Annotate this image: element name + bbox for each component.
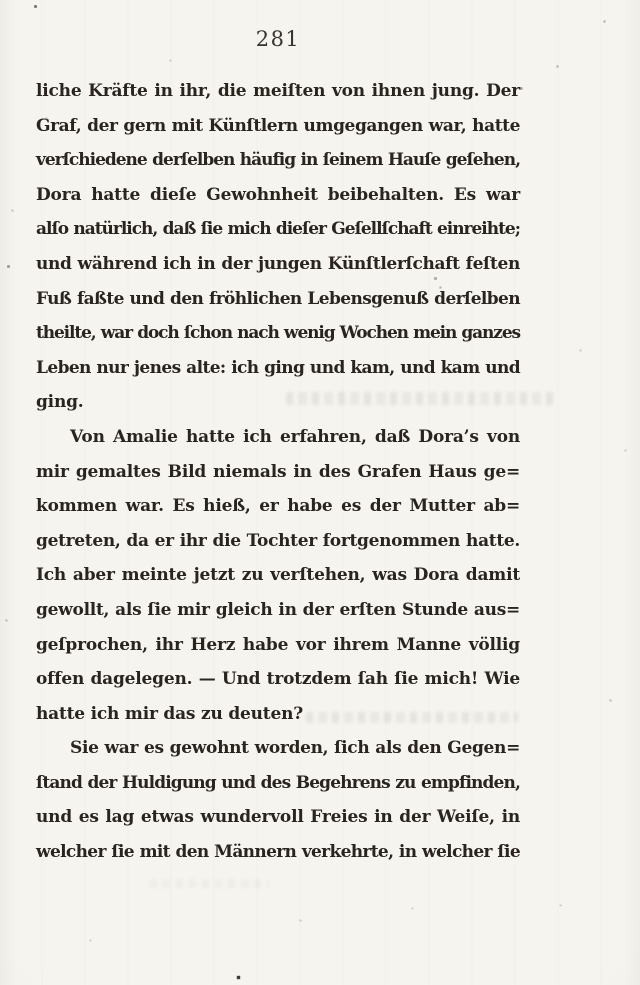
text-line: gewollt, als ſie mir gleich in der erſten Stunde aus= bbox=[36, 599, 520, 620]
text-line: kommen war. Es hieß, er habe es der Mutter ab= bbox=[36, 496, 520, 517]
text-line: Graf, der gern mit Künſtlern umgegangen war, hatte bbox=[36, 115, 520, 136]
page-number: 281 bbox=[255, 27, 301, 51]
text-line-paragraph-start: Von Amalie hatte ich erfahren, daß Dora’s von bbox=[70, 426, 520, 447]
text-line: und es lag etwas wundervoll Freies in der Weiſe, in bbox=[36, 807, 520, 828]
text-line: Leben nur jenes alte: ich ging und kam, und kam und bbox=[36, 357, 520, 378]
text-line: offen dagelegen. — Und trotzdem ſah ſie mich! Wie bbox=[36, 669, 520, 690]
text-line: geſprochen, ihr Herz habe vor ihrem Manne völlig bbox=[36, 634, 520, 655]
text-line: verſchiedene derſelben häufig in ſeinem Hauſe geſehen, bbox=[36, 150, 520, 171]
text-line-paragraph-start: Sie war es gewohnt worden, ſich als den Gegen= bbox=[70, 738, 520, 759]
ink-bleedthrough-smudge bbox=[286, 392, 554, 405]
text-line: Ich aber meinte jetzt zu verſtehen, was Dora damit bbox=[36, 565, 520, 586]
text-line: liche Kräfte in ihr, die meiſten von ihnen jung. Der bbox=[36, 81, 520, 101]
text-line: Fuß faßte und den fröhlichen Lebensgenuß derſelben bbox=[36, 288, 520, 309]
text-line: und während ich in der jungen Künſtlerſchaft feſten bbox=[36, 253, 520, 274]
ink-bleedthrough-smudge bbox=[150, 879, 270, 888]
text-line: alſo natürlich, daß ſie mich dieſer Geſellſchaft einreihte; bbox=[36, 219, 520, 240]
text-line: theilte, war doch ſchon nach wenig Wochen mein ganzes bbox=[36, 323, 520, 344]
text-line-paragraph-end: hatte ich mir das zu deuten? bbox=[36, 703, 303, 724]
text-line: getreten, da er ihr die Tochter fortgenommen hatte. bbox=[36, 530, 520, 551]
text-line-paragraph-end: ging. bbox=[36, 392, 84, 413]
scan-dust-specks bbox=[0, 0, 1, 1]
text-line: welcher ſie mit den Männern verkehrte, in welcher ſie bbox=[36, 842, 520, 863]
text-line: mir gemaltes Bild niemals in des Grafen Haus ge= bbox=[36, 461, 520, 482]
body-text-block bbox=[36, 74, 520, 870]
ink-bleedthrough-smudge bbox=[306, 712, 518, 723]
text-line: Dora hatte dieſe Gewohnheit beibehalten. Es war bbox=[36, 184, 520, 205]
text-line: ſtand der Huldigung und des Begehrens zu empfinden, bbox=[36, 772, 520, 793]
